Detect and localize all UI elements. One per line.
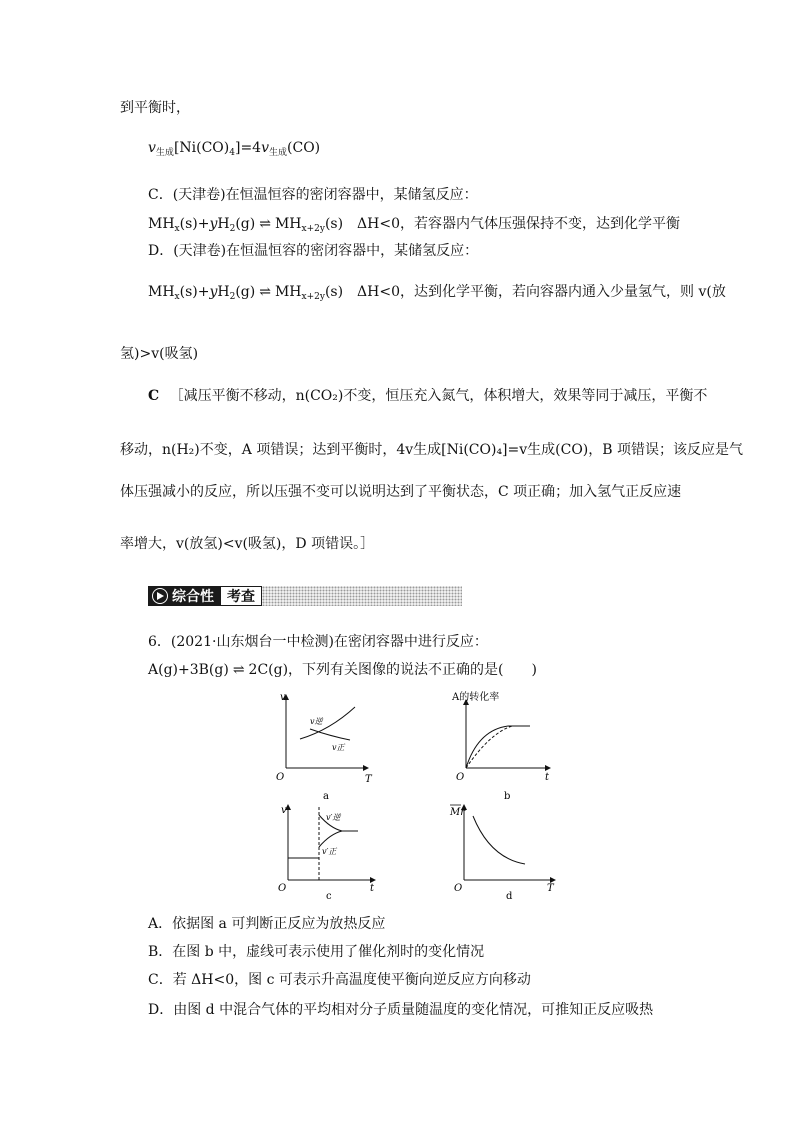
text-line: 到平衡时， [120, 100, 190, 116]
graph-d [464, 805, 555, 880]
graph-a-forward-curve [310, 729, 350, 740]
banner-dot-pattern [262, 586, 462, 606]
explanation-line: 率增大，v(放氢)<v(吸氢)，D 项错误。］ [120, 536, 375, 552]
formula: (s) ΔH<0，达到化学平衡，若向容器内通入少量氢气，则 v(放 [324, 284, 726, 300]
graph-b-xlabel: t [545, 772, 550, 783]
graph-a-ylabel: v [280, 692, 286, 703]
option-c-text: C．(天津卷)在恒温恒容的密闭容器中，某储氢反应： [148, 187, 478, 203]
subscript: 生成 [269, 148, 288, 158]
formula: (g) [235, 216, 256, 232]
graph-c-curve1-label: v′逆 [326, 813, 341, 822]
graphs-figure [0, 688, 800, 908]
rate-symbol: v [261, 140, 270, 156]
formula: (CO) [287, 140, 321, 156]
option-b: B．在图 b 中，虚线可表示使用了催化剂时的变化情况 [148, 944, 485, 960]
formula: MH [274, 284, 302, 300]
option-c: C．若 ΔH<0，图 c 可表示升高温度使平衡向逆反应方向移动 [148, 972, 531, 988]
explanation-line: 移动，n(H₂)不变，A 项错误；达到平衡时，4v生成[Ni(CO)₄]=v生成(CO)，B 项错误；该反应是气 [120, 442, 744, 458]
graph-c-curve2-label: v′正 [322, 847, 337, 856]
graph-b-solid-curve [466, 726, 530, 768]
equation-line [148, 214, 680, 239]
option-d-text: D．(天津卷)在恒温恒容的密闭容器中，某储氢反应： [148, 243, 479, 259]
graph-c-caption: c [326, 891, 332, 902]
subscript: x+2y [301, 224, 325, 234]
graph-a-origin: O [276, 772, 285, 783]
explanation-line: 体压强减小的反应，所以压强不变可以说明达到了平衡状态，C 项正确；加入氢气正反应速 [120, 484, 682, 500]
play-icon [152, 588, 168, 604]
graph-d-xlabel: T [547, 883, 554, 894]
formula: (s)+ [179, 284, 210, 300]
graph-d-origin: O [454, 883, 463, 894]
answer-line [148, 386, 707, 406]
banner-right [220, 586, 262, 606]
text-line: 氢)>v(吸氢) [120, 346, 199, 362]
banner-label [148, 586, 220, 606]
question-stem [148, 660, 537, 680]
graph-b-caption: b [504, 791, 511, 802]
graph-a [286, 695, 368, 768]
graph-c-origin: O [278, 883, 287, 894]
formula: A(g)+3B(g) [148, 662, 229, 678]
formula: (s)+ [179, 216, 210, 232]
formula: y [209, 216, 218, 232]
equation-line [148, 282, 726, 307]
option-a: A．依据图 a 可判断正反应为放热反应 [148, 916, 386, 932]
formula: y [209, 284, 218, 300]
subscript: 2 [229, 224, 236, 234]
rate-symbol: v [148, 140, 156, 156]
section-banner [148, 586, 462, 606]
graph-b-ylabel: A的转化率 [452, 692, 500, 703]
subscript: x [174, 224, 180, 234]
graph-c-ylabel: v [281, 805, 287, 816]
banner-right-text: 考查 [227, 589, 255, 605]
formula: 2C(g)，下列有关图像的说法不正确的是( ) [248, 662, 537, 678]
formula: H [217, 216, 230, 232]
formula: MH [148, 216, 175, 232]
equilibrium-arrow: ⇌ [259, 284, 271, 300]
text-line [148, 138, 320, 163]
graph-b-dashed-curve [466, 726, 512, 768]
graph-b [466, 700, 550, 768]
subscript: x+2y [301, 292, 325, 302]
graph-d-curve [473, 816, 525, 864]
graph-b-origin: O [456, 772, 465, 783]
subscript: 生成 [155, 148, 174, 158]
graph-a-curve2-label: v正 [332, 743, 345, 752]
graph-c-forward-curve [319, 831, 342, 847]
equilibrium-arrow: ⇌ [232, 662, 245, 678]
banner-left-text: 综合性 [172, 589, 214, 605]
answer-letter: C [148, 388, 160, 404]
formula: MH [274, 216, 302, 232]
formula: MH [148, 284, 175, 300]
subscript: 2 [229, 292, 236, 302]
formula: (s) ΔH<0，若容器内气体压强保持不变，达到化学平衡 [324, 216, 681, 232]
subscript: x [174, 292, 180, 302]
formula: H [217, 284, 230, 300]
question-stem: 6．(2021·山东烟台一中检测)在密闭容器中进行反应： [148, 634, 488, 650]
graph-d-ylabel: Mr [450, 807, 466, 818]
option-d: D．由图 d 中混合气体的平均相对分子质量随温度的变化情况，可推知正反应吸热 [148, 1002, 654, 1018]
graph-a-curve1-label: v逆 [310, 717, 323, 726]
subscript: 4 [229, 148, 235, 158]
equilibrium-arrow: ⇌ [259, 216, 271, 232]
graph-a-caption: a [323, 791, 329, 802]
formula: [Ni(CO) [173, 140, 230, 156]
graph-d-caption: d [506, 891, 513, 902]
graph-a-xlabel: T [365, 774, 372, 785]
formula: ]=4 [234, 140, 262, 156]
graph-c-xlabel: t [370, 883, 375, 894]
explanation-text: ［减压平衡不移动，n(CO₂)不变，恒压充入氮气，体积增大，效果等同于减压，平衡不 [169, 388, 708, 404]
formula: (g) [235, 284, 256, 300]
